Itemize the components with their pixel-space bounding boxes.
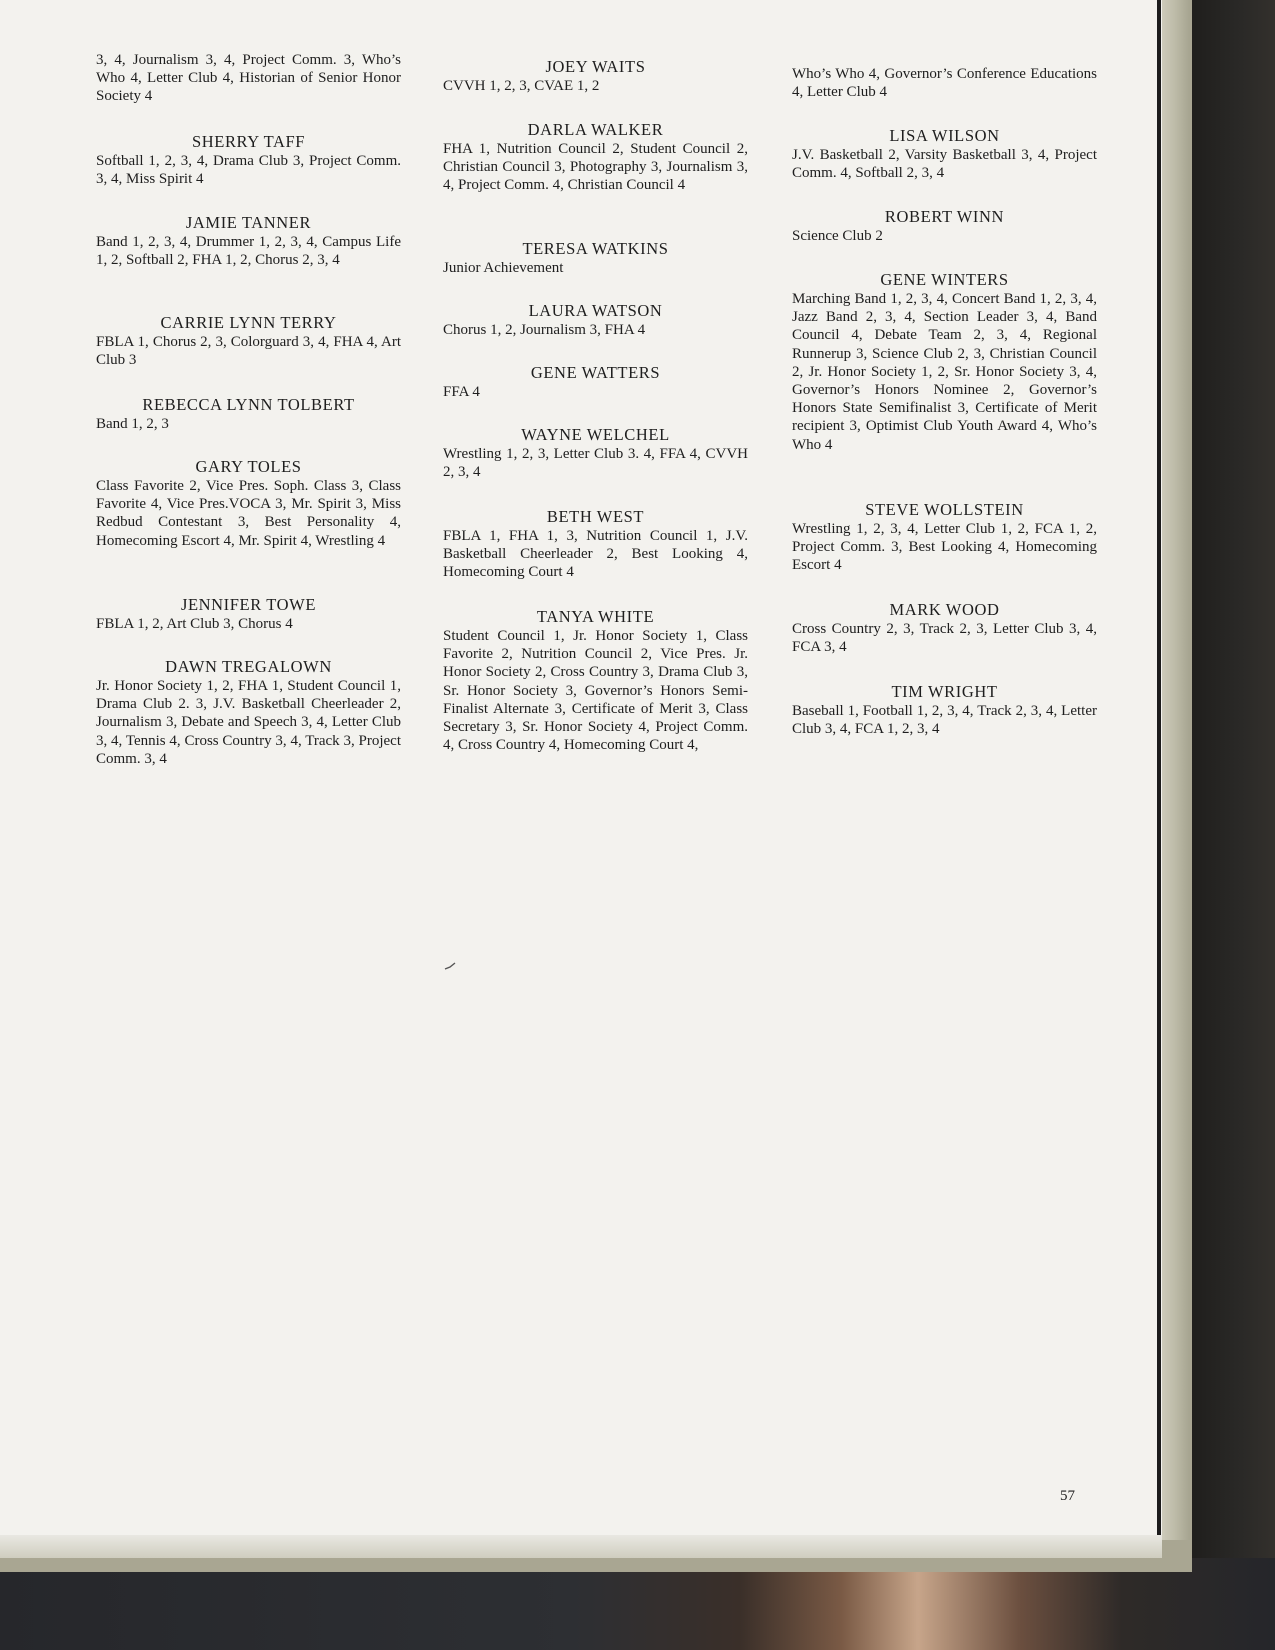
- entry-activities: Band 1, 2, 3: [96, 416, 169, 432]
- entry: [96, 133, 401, 188]
- entry-activities: Band 1, 2, 3, 4, Drummer 1, 2, 3, 4, Campus Life 1, 2, Softball 2, FHA 1, 2, Chorus 2, 3, 4: [96, 234, 401, 269]
- entry-name: WAYNE WELCHEL: [521, 425, 670, 444]
- entry-activities: Chorus 1, 2, Journalism 3, FHA 4: [443, 322, 646, 338]
- entry: [443, 302, 748, 339]
- entry-activities: J.V. Basketball 2, Varsity Basketball 3, 4, Project Comm. 4, Softball 2, 3, 4: [792, 147, 1097, 182]
- book-cover-edge: [1160, 0, 1190, 1540]
- entry-activities: Marching Band 1, 2, 3, 4, Concert Band 1, 2, 3, 4, Jazz Band 2, 3, 4, Section Leader 3, 4, Band Council 4, Debate Team 2, 3, 4, Regional Runnerup 3, Science Club 2, 3, Christian Council 2, Jr. Honor Society 1, 2, Sr. Honor Society 3, 4, Governor’s Honors Nominee 2, Governor’s Honors State Semifinalist 3, Certificate of Merit recipient 3, Optimist Club Youth Award 4, Who’s Who 4: [792, 291, 1097, 453]
- entry-name: SHERRY TAFF: [191, 132, 306, 151]
- entry-continued: [96, 51, 401, 106]
- page-fold-line: [1157, 0, 1161, 1535]
- entry-activities: Class Favorite 2, Vice Pres. Soph. Class 3, Class Favorite 4, Vice Pres.VOCA 3, Mr. Spirit 3, Miss Redbud Contestant 3, Best Personality 4, Homecoming Escort 4, Mr. Spirit 4, Wrestling 4: [96, 478, 401, 549]
- entry-activities: FBLA 1, 2, Art Club 3, Chorus 4: [96, 616, 293, 632]
- entry-name: CARRIE LYNN TERRY: [160, 313, 337, 332]
- entry: [96, 658, 401, 768]
- entry: [96, 214, 401, 269]
- entry: [443, 240, 748, 277]
- entry-name: REBECCA LYNN TOLBERT: [142, 395, 355, 414]
- entry-name: BETH WEST: [546, 507, 645, 526]
- entry-name: ROBERT WINN: [884, 207, 1005, 226]
- entry-name: GARY TOLES: [195, 457, 302, 476]
- entry: [792, 127, 1097, 182]
- entry-activities: Wrestling 1, 2, 3, Letter Club 3. 4, FFA 4, CVVH 2, 3, 4: [443, 446, 748, 481]
- entry-activities: CVVH 1, 2, 3, CVAE 1, 2: [443, 78, 600, 94]
- entry: [96, 314, 401, 369]
- entry-activities: FBLA 1, FHA 1, 3, Nutrition Council 1, J.V. Basketball Cheerleader 2, Best Looking 4, Homecoming Court 4: [443, 528, 748, 581]
- page-bottom-edge: [0, 1535, 1162, 1558]
- entry: [792, 683, 1097, 738]
- entry-name: DAWN TREGALOWN: [165, 657, 332, 676]
- entry-name: MARK WOOD: [889, 600, 1000, 619]
- pen-mark-decoration: [444, 962, 456, 970]
- entry-activities: Junior Achievement: [443, 260, 564, 276]
- entry-activities: Cross Country 2, 3, Track 2, 3, Letter Club 3, 4, FCA 3, 4: [792, 621, 1097, 656]
- entry: [443, 608, 748, 754]
- entry: [443, 121, 748, 195]
- entry-name: DARLA WALKER: [527, 120, 664, 139]
- entry-activities: 3, 4, Journalism 3, 4, Project Comm. 3, Who’s Who 4, Letter Club 4, Historian of Senior Honor Society 4: [96, 52, 401, 105]
- entry-activities: FFA 4: [443, 384, 480, 400]
- entry-name: GENE WATTERS: [530, 363, 661, 382]
- entry-name: TIM WRIGHT: [891, 682, 998, 701]
- entry-name: TERESA WATKINS: [522, 239, 669, 258]
- entry-name: JENNIFER TOWE: [180, 595, 317, 614]
- page-number: 57: [1060, 1488, 1075, 1504]
- entry-name: TANYA WHITE: [536, 607, 655, 626]
- entry-activities: Wrestling 1, 2, 3, 4, Letter Club 1, 2, FCA 1, 2, Project Comm. 3, Best Looking 4, Homecoming Escort 4: [792, 521, 1097, 574]
- entry: [792, 208, 1097, 245]
- entry-name: JAMIE TANNER: [185, 213, 312, 232]
- entry-name: STEVE WOLLSTEIN: [865, 500, 1024, 519]
- entry-name: GENE WINTERS: [880, 270, 1009, 289]
- entry-activities: Student Council 1, Jr. Honor Society 1, Class Favorite 2, Nutrition Council 2, Vice Pres. Jr. Honor Society 2, Cross Country 3, Drama Club 3, Sr. Honor Society 3, Governor’s Honors Semi-Finalist Alternate 3, Certificate of Merit 3, Class Secretary 3, Sr. Honor Society 4, Project Comm. 4, Cross Country 4, Homecoming Court 4,: [443, 628, 748, 754]
- entry: [792, 271, 1097, 454]
- entry-activities: Jr. Honor Society 1, 2, FHA 1, Student Council 1, Drama Club 2. 3, J.V. Basketball Cheerleader 2, Journalism 3, Debate and Speech 3, 4, Letter Club 3, 4, Tennis 4, Cross Country 3, 4, Track 3, Project Comm. 3, 4: [96, 678, 401, 767]
- entry-name: LAURA WATSON: [528, 301, 663, 320]
- entry: [443, 58, 748, 95]
- entry: [96, 396, 401, 433]
- entry: [96, 596, 401, 633]
- entry: [792, 501, 1097, 575]
- entry-activities: Science Club 2: [792, 228, 883, 244]
- entry-activities: FBLA 1, Chorus 2, 3, Colorguard 3, 4, FHA 4, Art Club 3: [96, 334, 401, 369]
- entry-name: JOEY WAITS: [545, 57, 646, 76]
- entry-continued: [792, 65, 1097, 101]
- backdrop-right: [1190, 0, 1275, 1650]
- entry-activities: Baseball 1, Football 1, 2, 3, 4, Track 2, 3, 4, Letter Club 3, 4, FCA 1, 2, 3, 4: [792, 703, 1097, 738]
- entry: [443, 508, 748, 582]
- entry-name: LISA WILSON: [889, 126, 1000, 145]
- entry: [96, 458, 401, 550]
- entry: [792, 601, 1097, 656]
- entry-activities: FHA 1, Nutrition Council 2, Student Council 2, Christian Council 3, Photography 3, Journalism 3, 4, Project Comm. 4, Christian Council 4: [443, 141, 748, 194]
- entry: [443, 426, 748, 481]
- entry-activities: Who’s Who 4, Governor’s Conference Educations 4, Letter Club 4: [792, 66, 1097, 101]
- entry: [443, 364, 748, 401]
- entry-activities: Softball 1, 2, 3, 4, Drama Club 3, Project Comm. 3, 4, Miss Spirit 4: [96, 153, 401, 188]
